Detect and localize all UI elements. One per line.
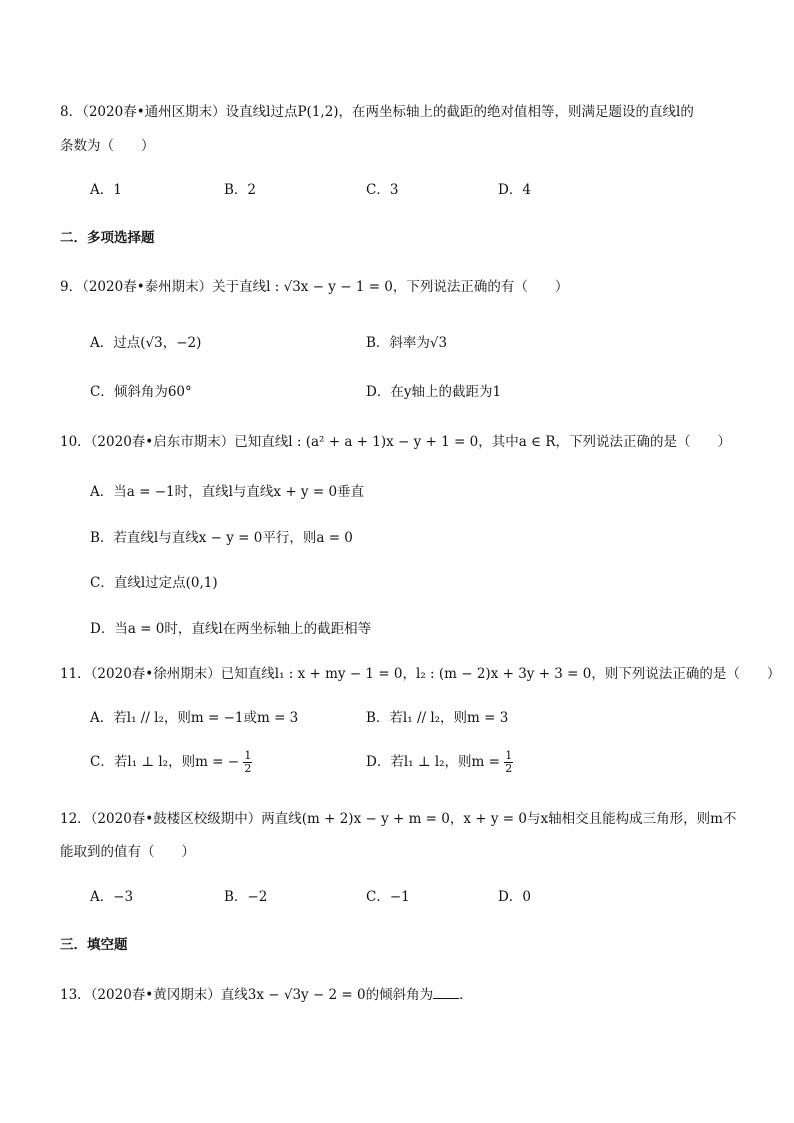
q12-option-a: A．−3: [90, 889, 134, 905]
q10-option-a: A．当a = −1时，直线l与直线x + y = 0垂直: [90, 484, 365, 500]
fraction-one-half: [243, 750, 252, 775]
q11-stem: 11．（2020春•徐州期末）已知直线l₁ : x + my − 1 = 0，l₂ : (m − 2)x + 3y + 3 = 0，则下列说法正确的是（ ）: [60, 666, 781, 682]
q12-option-d: D．0: [498, 889, 531, 905]
q11-option-a: A．若l₁ // l₂，则m = −1或m = 3: [90, 710, 299, 726]
q10-option-d: D．当a = 0时，直线l在两坐标轴上的截距相等: [90, 621, 372, 637]
q12-option-b: B．−2: [224, 889, 268, 905]
q12-stem-line2: 能取到的值有（ ）: [60, 844, 195, 860]
q9-option-d: D．在y轴上的截距为1: [366, 384, 502, 400]
fraction-denominator: 2: [505, 762, 513, 775]
fraction-denominator: 2: [244, 762, 252, 775]
q11-option-c-text: C．若l₁ ⊥ l₂，则m = −: [90, 754, 240, 770]
q12-stem-line1: 12．（2020春•鼓楼区校级期中）两直线(m + 2)x − y + m = 0，x + y = 0与x轴相交且能构成三角形，则m不: [60, 811, 737, 827]
answer-blank: [433, 986, 459, 999]
fraction-one-half: [504, 750, 513, 775]
q8-option-b: B．2: [224, 182, 257, 198]
q8-stem-line1: 8．（2020春•通州区期末）设直线l过点P(1,2)，在两坐标轴上的截距的绝对值相等，则满足题设的直线l的: [60, 104, 694, 120]
q10-stem: 10．（2020春•启东市期末）已知直线l : (a² + a + 1)x − y + 1 = 0，其中a ∈ R，下列说法正确的是（ ）: [60, 434, 732, 450]
q10-option-c: C．直线l过定点(0,1): [90, 575, 218, 591]
q9-option-a: A．过点(√3，−2): [90, 335, 202, 351]
q13-stem-text: 13．（2020春•黄冈期末）直线3x − √3y − 2 = 0的倾斜角为: [60, 987, 434, 1003]
fraction-numerator: 1: [244, 749, 252, 762]
q8-option-c: C．3: [366, 182, 399, 198]
q9-option-c: C．倾斜角为60°: [90, 384, 192, 400]
q13-stem: [60, 983, 473, 1003]
q13-end-punct: ．: [459, 987, 473, 1003]
q8-option-a: A．1: [90, 182, 122, 198]
q11-option-b: B．若l₁ // l₂，则m = 3: [366, 710, 509, 726]
q11-option-c: [90, 750, 252, 775]
fraction-numerator: 1: [505, 749, 513, 762]
q12-option-c: C．−1: [366, 889, 410, 905]
q8-option-d: D．4: [498, 182, 531, 198]
q9-stem: 9．（2020春•泰州期末）关于直线l : √3x − y − 1 = 0，下列说法正确的有（ ）: [60, 279, 569, 295]
section-fill-in-heading: 三．填空题: [60, 937, 128, 953]
q11-option-d: [366, 750, 513, 775]
q9-option-b: B．斜率为√3: [366, 335, 448, 351]
q11-option-d-text: D．若l₁ ⊥ l₂，则m =: [366, 754, 500, 770]
section-multiple-choice-heading: 二．多项选择题: [60, 230, 155, 246]
q8-stem-line2: 条数为（ ）: [60, 138, 155, 154]
q10-option-b: B．若直线l与直线x − y = 0平行，则a = 0: [90, 530, 353, 546]
